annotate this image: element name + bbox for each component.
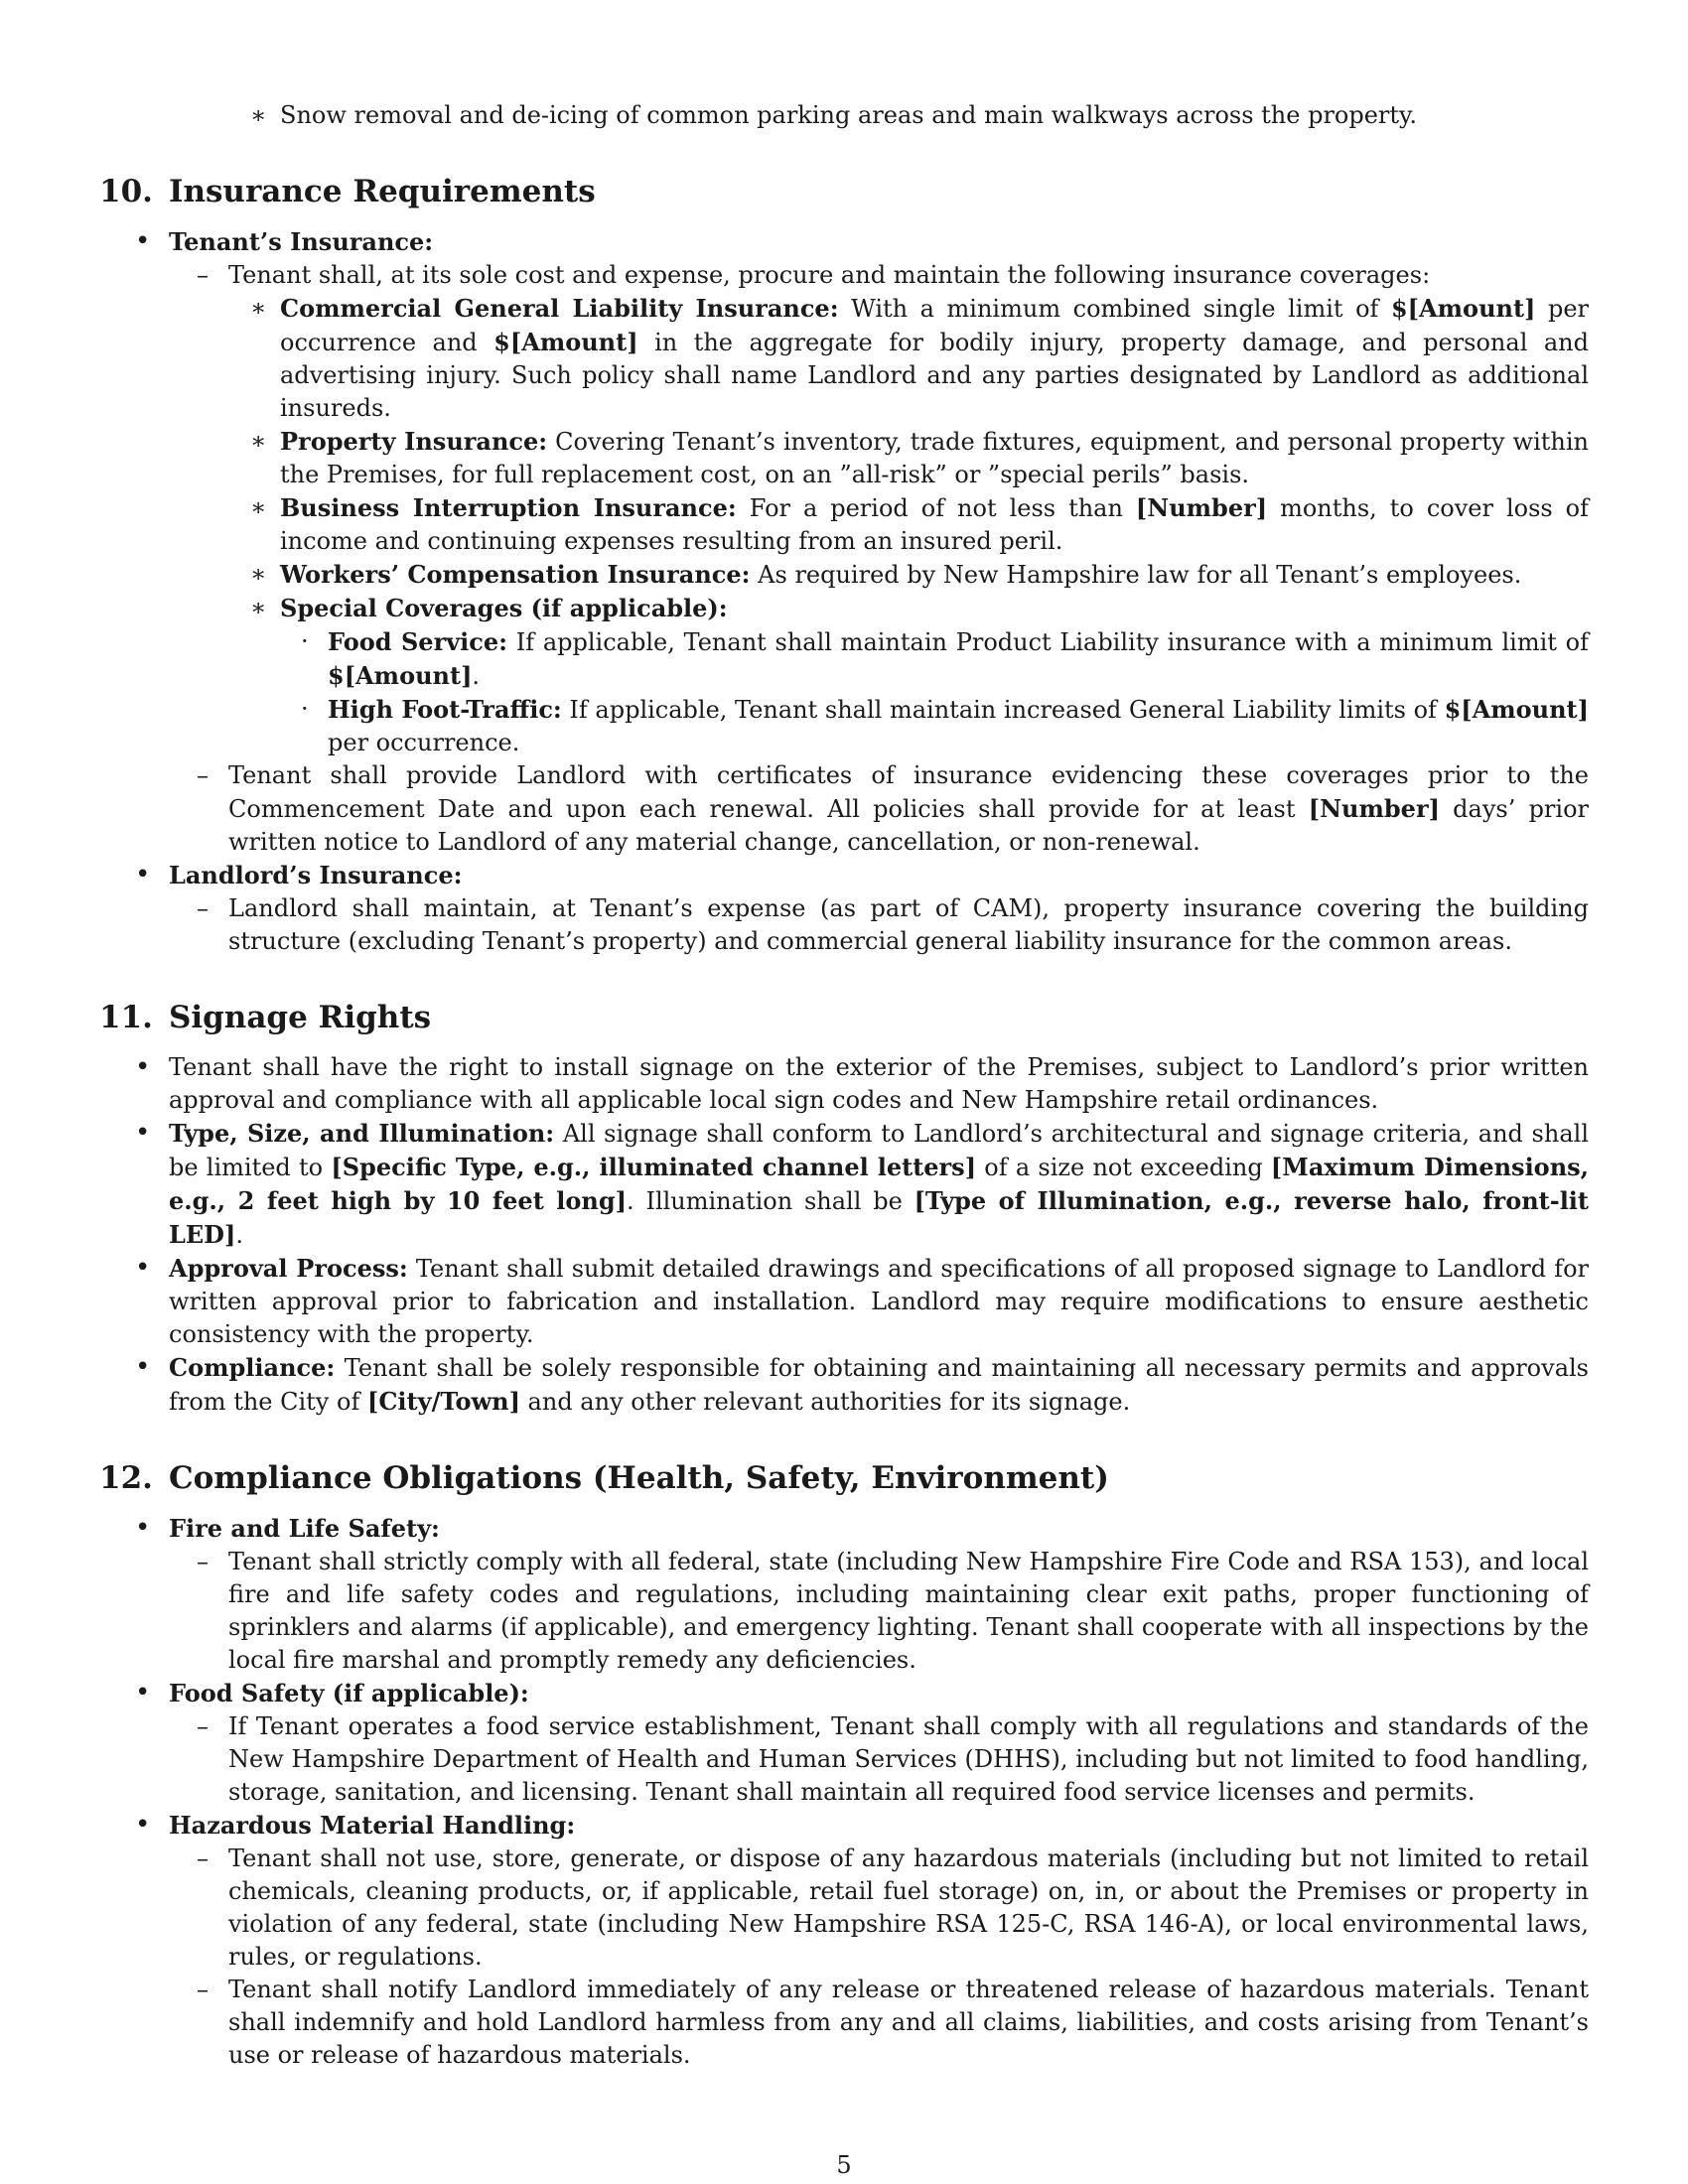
item-text: Tenant shall be solely responsible for obtaining and maintaining all necessary permits and approvals from the City of bbox=[169, 1354, 1589, 1416]
bullet-marker: • bbox=[135, 1052, 151, 1082]
list-item bbox=[99, 99, 1589, 132]
item-label: High Foot-Traffic: bbox=[328, 695, 562, 724]
item-text: All signage shall conform to Landlord’s architectural and signage criteria, and shall be limited to bbox=[169, 1120, 1589, 1181]
bullet-marker: • bbox=[135, 226, 151, 256]
placeholder-amount: $[Amount] bbox=[328, 661, 473, 690]
item-text: months, to cover loss of income and continuing expenses resulting from an insured peril. bbox=[280, 494, 1590, 555]
item-text: in the aggregate for bodily injury, property damage, and personal and advertising injury. Such policy shall name Landlord and any parties designated by Landlord as additional insureds. bbox=[280, 329, 1589, 422]
item-text: days’ prior written notice to Landlord of any material change, cancellation, or non-renewal. bbox=[228, 795, 1590, 856]
section-compliance bbox=[99, 1458, 1589, 2072]
item-heading: Food Safety (if applicable): bbox=[169, 1679, 529, 1707]
list-item bbox=[99, 1546, 1589, 1677]
dash-marker: – bbox=[197, 1976, 209, 2003]
section-signage bbox=[99, 998, 1589, 1419]
bullet-marker: • bbox=[135, 1810, 151, 1840]
section-title: Insurance Requirements bbox=[168, 174, 596, 209]
placeholder-amount: $[Amount] bbox=[1444, 695, 1589, 724]
section-heading bbox=[99, 172, 1589, 211]
star-marker: ∗ bbox=[250, 560, 267, 588]
item-text: per occurrence. bbox=[328, 729, 520, 756]
list-item bbox=[99, 592, 1589, 625]
section-heading bbox=[99, 1458, 1589, 1498]
item-text: Landlord shall maintain, at Tenant’s expense (as part of CAM), property insurance covering the building structure (excluding Tenant’s property) and commercial general liability insurance for the common areas. bbox=[228, 894, 1589, 955]
section-number: 12. bbox=[99, 1460, 153, 1496]
bullet-marker: • bbox=[135, 860, 151, 889]
list-item bbox=[99, 625, 1589, 693]
list-item bbox=[99, 1677, 1589, 1710]
placeholder-dimensions: [Maximum Dimensions, e.g., 2 feet high by 10 feet long] bbox=[169, 1153, 1590, 1215]
item-text: Tenant shall provide Landlord with certificates of insurance evidencing these coverages prior to the Commencement Date and upon each renewal. All policies shall provide for at least bbox=[228, 761, 1589, 823]
placeholder-sign-type: [Specific Type, e.g., illuminated channel letters] bbox=[331, 1153, 977, 1181]
section-title: Signage Rights bbox=[168, 1000, 432, 1035]
bullet-marker: • bbox=[135, 1118, 151, 1148]
item-label: Approval Process: bbox=[169, 1254, 408, 1283]
list-item bbox=[99, 1252, 1589, 1351]
dash-marker: – bbox=[197, 1548, 209, 1575]
list-item bbox=[99, 1512, 1589, 1546]
item-label: Compliance: bbox=[169, 1353, 336, 1382]
placeholder-amount: $[Amount] bbox=[493, 328, 638, 356]
bullet-marker: • bbox=[135, 1513, 151, 1543]
star-marker: ∗ bbox=[250, 493, 267, 521]
section-number: 10. bbox=[99, 174, 153, 209]
item-text: As required by New Hampshire law for all Tenant’s employees. bbox=[750, 561, 1522, 589]
item-text: of a size not exceeding bbox=[976, 1154, 1271, 1181]
list-item bbox=[99, 1809, 1589, 1843]
item-text: If applicable, Tenant shall maintain Product Liability insurance with a minimum limit of bbox=[507, 628, 1589, 656]
item-text: . Illumination shall be bbox=[627, 1187, 914, 1215]
list-item bbox=[99, 558, 1589, 592]
item-text: and any other relevant authorities for its signage. bbox=[519, 1388, 1131, 1416]
section-title: Compliance Obligations (Health, Safety, Environment) bbox=[168, 1460, 1109, 1496]
item-text: Tenant shall, at its sole cost and expense, procure and maintain the following insurance coverages: bbox=[228, 261, 1431, 289]
dash-marker: – bbox=[197, 894, 209, 922]
dot-marker: · bbox=[301, 695, 309, 723]
placeholder-city: [City/Town] bbox=[366, 1387, 520, 1416]
item-text: per occurrence and bbox=[280, 295, 1589, 356]
bullet-marker: ∗ bbox=[250, 101, 267, 129]
dash-marker: – bbox=[197, 761, 209, 789]
bullet-marker: • bbox=[135, 1253, 151, 1283]
item-text: Tenant shall submit detailed drawings and specifications of all proposed signage to Landlord for written approval prior to fabrication and installation. Landlord may require modifications to ensure aesthetic consistency with the property. bbox=[169, 1255, 1589, 1348]
list-item bbox=[99, 759, 1589, 859]
bullet-marker: • bbox=[135, 1352, 151, 1382]
placeholder-number: [Number] bbox=[1135, 493, 1268, 522]
item-text: Covering Tenant’s inventory, trade fixtures, equipment, and personal property within the Premises, for full replacement cost, on an ”all-risk” or ”special perils” basis. bbox=[280, 428, 1590, 488]
placeholder-illumination: [Type of Illumination, e.g., reverse halo, front-lit LED] bbox=[169, 1186, 1590, 1249]
list-item bbox=[99, 425, 1589, 491]
list-item bbox=[99, 259, 1589, 292]
list-item bbox=[99, 1051, 1589, 1117]
item-text: Tenant shall have the right to install signage on the exterior of the Premises, subject to Landlord’s prior written approval and compliance with all applicable local sign codes and New Hampshire retail ordinances. bbox=[169, 1053, 1589, 1114]
item-text: For a period of not less than bbox=[736, 494, 1136, 522]
dash-marker: – bbox=[197, 1844, 209, 1872]
list-item bbox=[99, 491, 1589, 558]
item-label: Commercial General Liability Insurance: bbox=[280, 294, 839, 323]
star-marker: ∗ bbox=[250, 427, 267, 455]
item-label: Type, Size, and Illumination: bbox=[169, 1119, 555, 1148]
item-heading: Landlord’s Insurance: bbox=[169, 861, 463, 889]
list-item bbox=[99, 225, 1589, 259]
list-item bbox=[99, 1351, 1589, 1419]
star-marker: ∗ bbox=[250, 594, 267, 621]
item-text: Tenant shall notify Landlord immediately of any release or threatened release of hazardous materials. Tenant shall indemnify and hold Landlord harmless from any and all claims, liabilities, and costs arising from Tenant’s use or release of hazardous materials. bbox=[228, 1976, 1589, 2069]
item-text: Tenant shall strictly comply with all federal, state (including New Hampshire Fire Code and RSA 153), and local fire and life safety codes and regulations, including maintaining clear exit paths, proper functioning of sprinklers and alarms (if applicable), and emergency lighting. Tenant shall cooperate with all inspections by the local fire marshal and promptly remedy any deficiencies. bbox=[228, 1548, 1589, 1674]
item-heading: Fire and Life Safety: bbox=[169, 1514, 440, 1543]
section-heading bbox=[99, 998, 1589, 1037]
placeholder-amount: $[Amount] bbox=[1390, 294, 1536, 323]
item-text: If applicable, Tenant shall maintain increased General Liability limits of bbox=[561, 696, 1445, 724]
item-label: Food Service: bbox=[328, 627, 508, 656]
item-label: Special Coverages (if applicable): bbox=[280, 594, 728, 622]
list-item bbox=[99, 892, 1589, 958]
item-label: Business Interruption Insurance: bbox=[280, 493, 737, 522]
item-text: Tenant shall not use, store, generate, or dispose of any hazardous materials (including but not limited to retail chemicals, cleaning products, or, if applicable, retail fuel storage) on, in, or about the Premises or property in violation of any federal, state (including New Hampshire RSA 125-C, RSA 146-A), or local environmental laws, rules, or regulations. bbox=[228, 1844, 1589, 1971]
item-heading: Tenant’s Insurance: bbox=[169, 227, 434, 256]
item-heading: Hazardous Material Handling: bbox=[169, 1811, 576, 1840]
dot-marker: · bbox=[301, 627, 309, 655]
document-page bbox=[99, 99, 1589, 2072]
list-item bbox=[99, 292, 1589, 425]
bullet-marker: • bbox=[135, 1678, 151, 1707]
page-number: 5 bbox=[836, 2151, 852, 2179]
list-item bbox=[99, 1974, 1589, 2072]
list-item bbox=[99, 859, 1589, 892]
item-text: Snow removal and de-icing of common parking areas and main walkways across the property. bbox=[280, 101, 1418, 129]
section-number: 11. bbox=[99, 1000, 153, 1035]
list-item bbox=[99, 1117, 1589, 1252]
item-text: If Tenant operates a food service establishment, Tenant shall comply with all regulations and standards of the New Hampshire Department of Health and Human Services (DHHS), including but not limited to food handling, storage, sanitation, and licensing. Tenant shall maintain all required food service licenses and permits. bbox=[228, 1712, 1589, 1806]
item-text: . bbox=[235, 1221, 243, 1249]
dash-marker: – bbox=[197, 1712, 209, 1740]
list-item bbox=[99, 1843, 1589, 1974]
list-item bbox=[99, 1710, 1589, 1809]
item-text: . bbox=[472, 662, 481, 690]
dash-marker: – bbox=[197, 261, 209, 289]
section-insurance bbox=[99, 172, 1589, 958]
star-marker: ∗ bbox=[250, 294, 267, 322]
item-label: Workers’ Compensation Insurance: bbox=[280, 560, 751, 589]
item-label: Property Insurance: bbox=[280, 427, 548, 456]
placeholder-number: [Number] bbox=[1308, 794, 1440, 823]
list-item bbox=[99, 693, 1589, 759]
item-text: With a minimum combined single limit of bbox=[838, 295, 1391, 323]
